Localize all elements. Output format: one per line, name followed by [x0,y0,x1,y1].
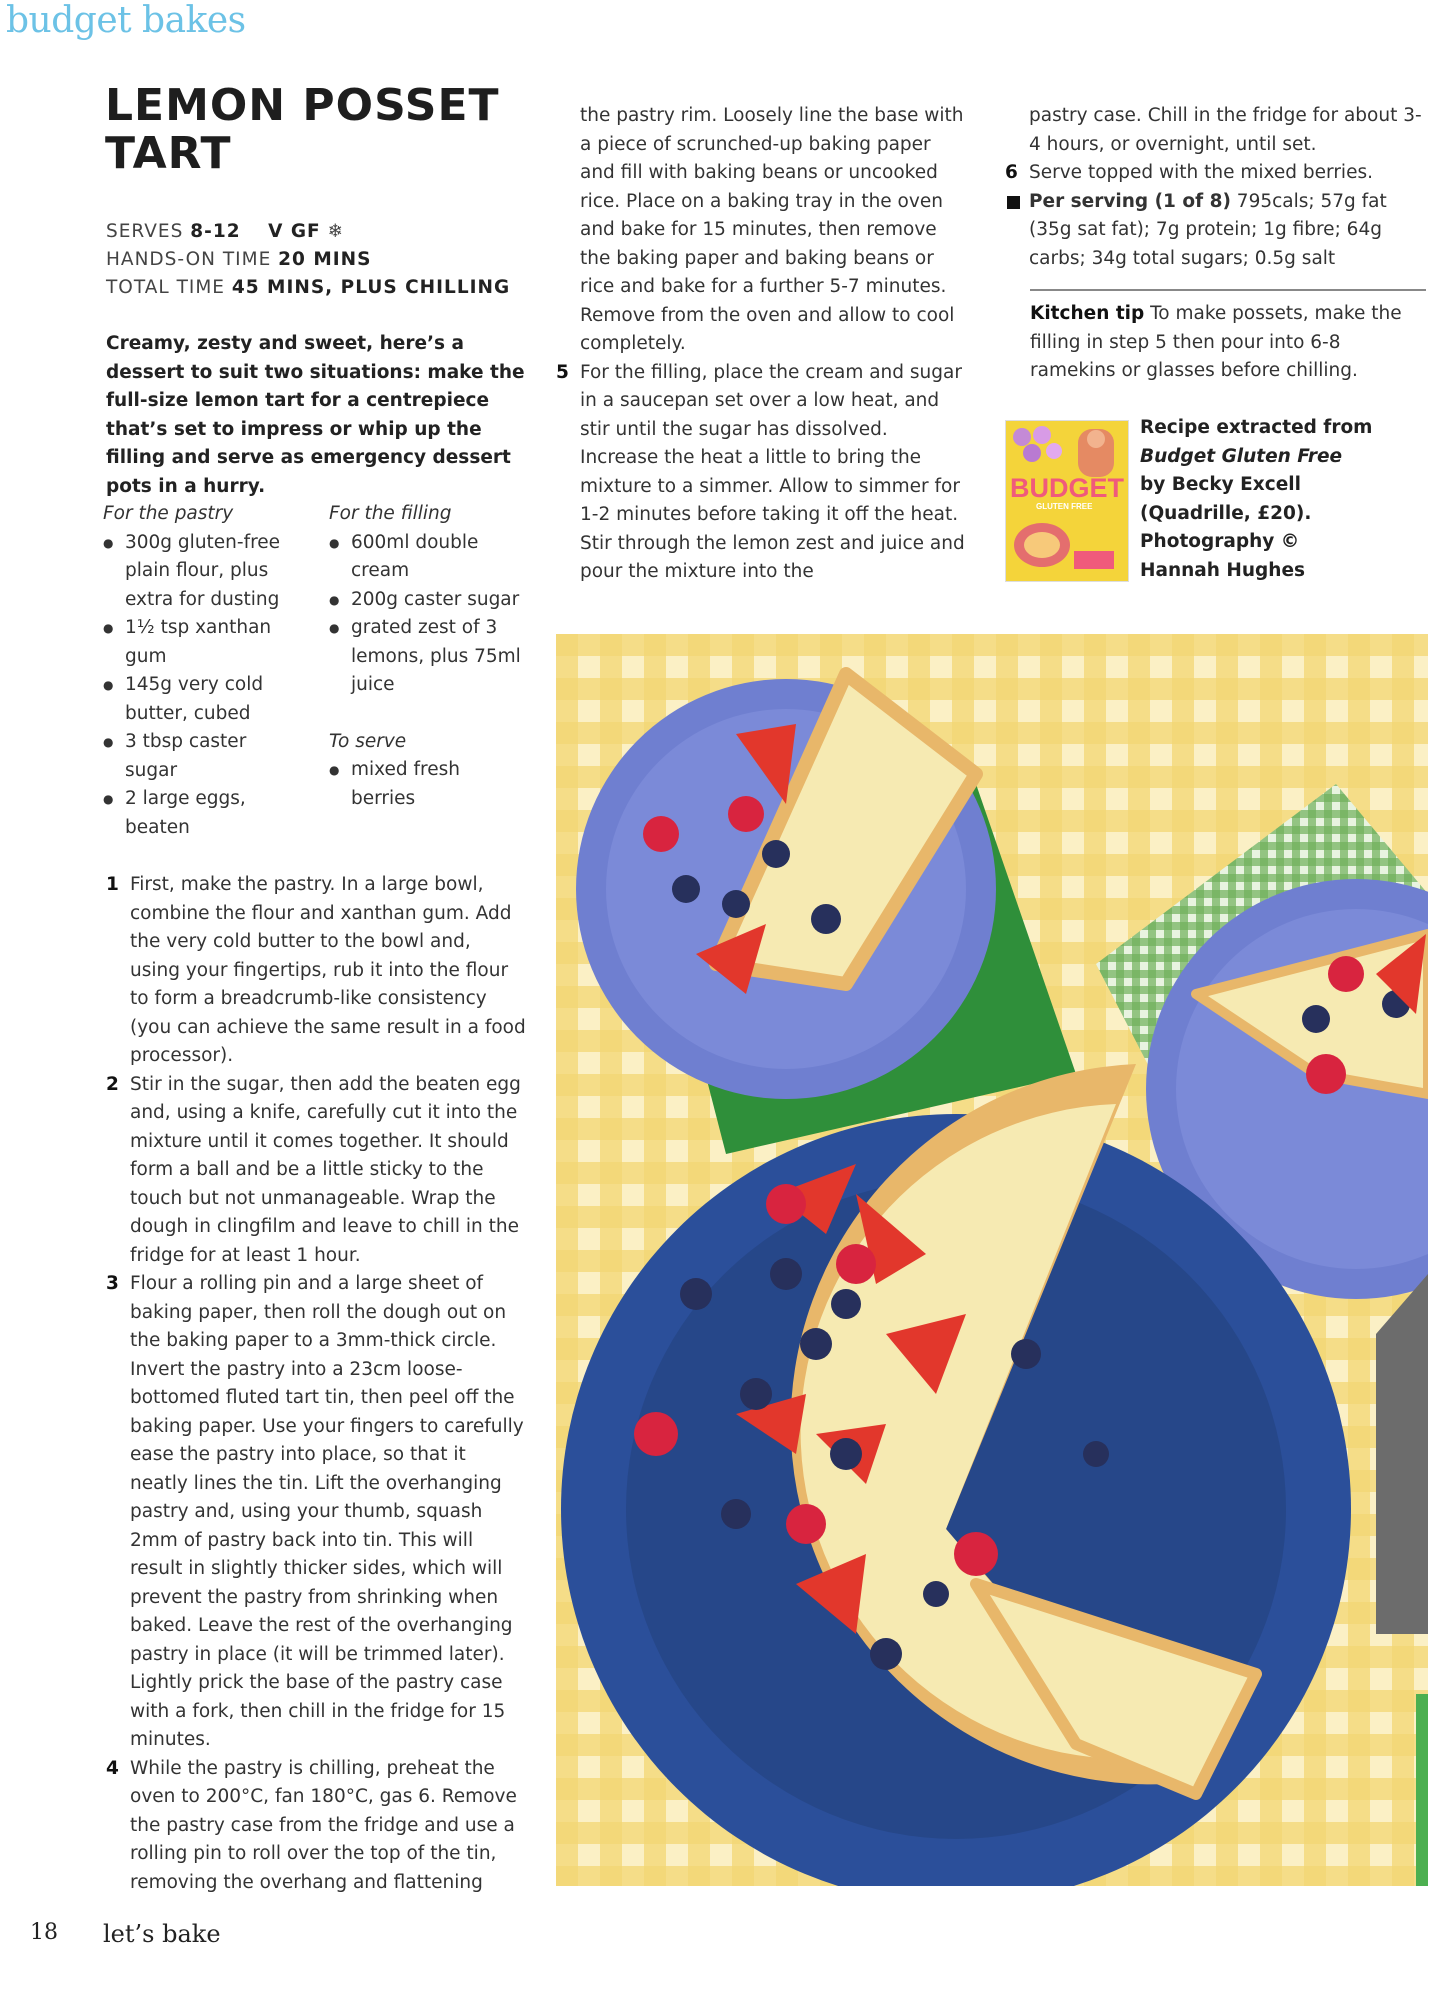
pastry-heading: For the pastry [103,503,234,524]
kitchen-tip [1030,300,1426,386]
nutrition-label: Per serving (1 of 8) [1029,190,1231,212]
method-column-1 [106,871,526,1897]
kitchen-tip-label: Kitchen tip [1030,303,1145,324]
ingredient-item: ● 600ml double cream [329,529,529,586]
book-credit [1140,414,1430,585]
title-line-1: LEMON POSSET [105,80,500,131]
credit-line: (Quadrille, £20). [1140,502,1312,524]
method-step [106,1755,526,1898]
credit-line: Recipe extracted from [1140,417,1373,438]
step-number: 4 [106,1757,119,1779]
method-step [106,871,526,1071]
ingredient-item: ● 1½ tsp xanthan gum [103,614,303,671]
section-name: let’s bake [103,1920,221,1948]
serves-value: 8-12 [190,221,241,242]
step-number: 1 [106,874,119,895]
credit-line: by Becky Excell [1140,474,1301,495]
ingredient-item: ● grated zest of 3 lemons, plus 75ml juice [329,614,529,700]
book-cover-subtitle: GLUTEN FREE [1036,502,1093,511]
book-title: Budget Gluten Free [1140,445,1343,467]
serve-heading: To serve [329,730,407,752]
divider [1030,289,1426,291]
ingredient-item: ● 2 large eggs, beaten [103,785,303,842]
step-text: pastry case. Chill in the fridge for about 3-4 hours, or overnight, until set. [1029,105,1422,155]
method-continuation [556,102,966,359]
kitchen-tip-text: To make possets, make the filling in step 5 then pour into 6-8 ramekins or glasses before chilling. [1030,303,1402,381]
step-number: 6 [1005,162,1018,183]
ingredients-pastry [103,500,303,842]
page-number: 18 [30,1920,58,1945]
book-cover-title: BUDGET [1010,473,1124,503]
step-number: 3 [106,1273,119,1294]
credit-line: Hannah Hughes [1140,559,1306,581]
brand-logo: budget bakes [6,0,246,41]
recipe-meta [106,218,546,302]
square-bullet-icon [1007,196,1020,209]
book-cover [1005,420,1129,582]
snowflake-icon: ❄ [327,221,345,242]
ingredients-filling [329,500,529,813]
method-column-3 [1005,102,1425,273]
credit-line: Photography © [1140,531,1300,552]
method-continuation [1005,102,1425,159]
method-column-2 [556,102,966,587]
hands-on-label: HANDS-ON TIME [106,249,272,270]
step-text: First, make the pastry. In a large bowl, combine the flour and xanthan gum. Add the very cold butter to the bowl and, using your fingertips, rub it into the flour to form a breadcrumb-like consistency (you can achieve the same result in a food processor). [130,874,526,1066]
tart-photo [556,634,1428,1886]
method-step [106,1270,526,1755]
ingredient-item: ● 300g gluten-free plain flour, plus extra for dusting [103,529,303,615]
tart-illustration [556,634,1428,1886]
step-text: Flour a rolling pin and a large sheet of baking paper, then roll the dough out on the baking paper to a 3mm-thick circle. Invert the pastry into a 23cm loose-bottomed fluted tart tin, then peel off the baking paper. Use your fingers to carefully ease the pastry into place, so that it neatly lines the tin. Lift the overhanging pastry and, using your thumb, squash 2mm of pastry back into tin. This will result in slightly thicker sides, which will prevent the pastry from shrinking when baked. Leave the rest of the overhanging pastry in place (it will be trimmed later). Lightly prick the base of the pastry case with a fork, then chill in the fridge for 15 minutes. [130,1273,524,1750]
step-number: 2 [106,1073,119,1095]
filling-heading: For the filling [329,503,452,524]
hands-on-value: 20 MINS [278,249,372,270]
serves-label: SERVES [106,221,184,242]
nutrition-info [1005,188,1425,274]
step-text: Stir in the sugar, then add the beaten egg and, using a knife, carefully cut it into the mixture until it comes together. It should form a ball and be a little sticky to the touch but not unmanageable. Wrap the dough in clingfilm and leave to chill in the fridge for at least 1 hour. [130,1073,521,1266]
step-text: the pastry rim. Loosely line the base with a piece of scrunched-up baking paper and fill with baking beans or uncooked rice. Place on a baking tray in the oven and bake for 15 minutes, then remove the baking paper and baking beans or rice and bake for a further 5-7 minutes. Remove from the oven and allow to cool completely. [580,105,964,354]
dietary-tags: V GF [268,221,321,242]
step-number: 5 [556,361,569,383]
step-text: Serve topped with the mixed berries. [1029,162,1373,183]
book-cover-art [1006,421,1128,581]
title-line-2: TART [105,128,232,179]
step-text: While the pastry is chilling, preheat the oven to 200°C, fan 180°C, gas 6. Remove the pastry case from the fridge and use a rolling pin to roll over the top of the tin, removing the overhang and flattening [130,1757,517,1893]
ingredient-item: ● 3 tbsp caster sugar [103,728,303,785]
total-time-value: 45 MINS, PLUS CHILLING [231,277,511,298]
ingredient-item: ● mixed fresh berries [329,756,529,813]
method-step [1005,159,1425,188]
method-step [556,359,966,587]
recipe-title [105,82,545,178]
ingredient-item: ● 200g caster sugar [329,586,529,615]
ingredient-item: ● 145g very cold butter, cubed [103,671,303,728]
nutrition-text: 795cals; 57g fat (35g sat fat); 7g protein; 1g fibre; 64g carbs; 34g total sugars; 0.5g salt [1029,190,1387,269]
recipe-intro: Creamy, zesty and sweet, here’s a dessert to suit two situations: make the full-size lemon tart for a centrepiece that’s set to impress or whip up the filling and serve as emergency dessert pots in a hurry. [106,333,525,497]
method-step [106,1071,526,1271]
step-text: For the filling, place the cream and sugar in a saucepan set over a low heat, and stir until the sugar has dissolved. Increase the heat a little to bring the mixture to a simmer. Allow to simmer for 1-2 minutes before taking it off the heat. Stir through the lemon zest and juice and pour the mixture into the [580,361,965,582]
total-time-label: TOTAL TIME [106,277,225,298]
